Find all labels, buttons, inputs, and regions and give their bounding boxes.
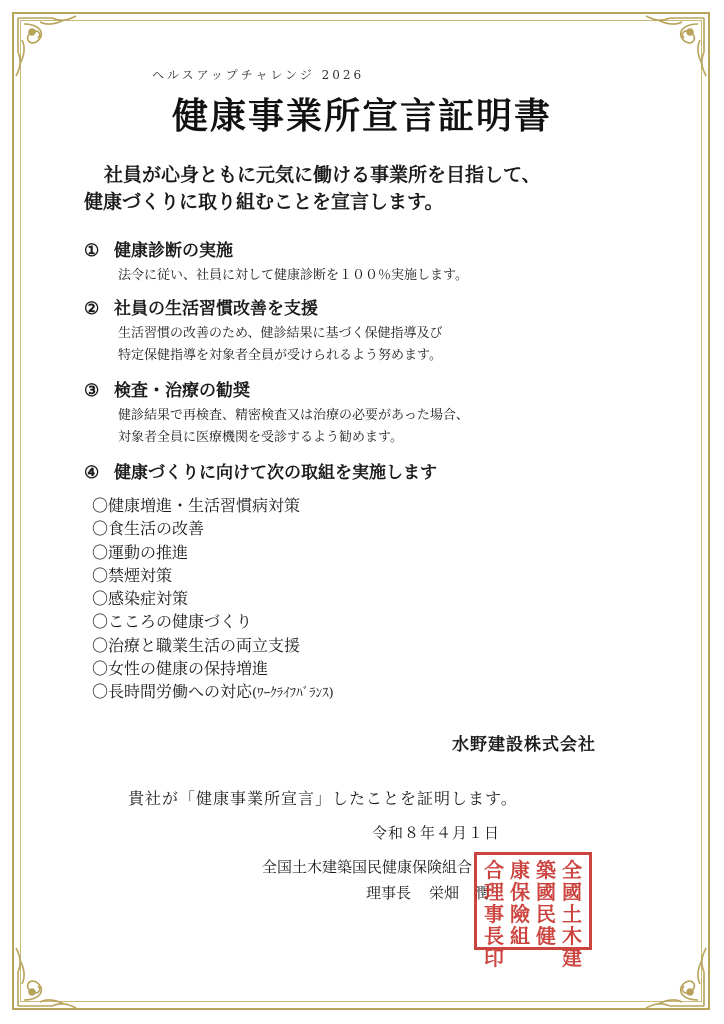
declaration-item-2 xyxy=(84,294,442,367)
action-list xyxy=(92,494,334,706)
item-number: ③ xyxy=(84,381,100,401)
issuer-name: 栄畑 潤 xyxy=(429,884,490,902)
action-item: 〇感染症対策 xyxy=(92,589,189,609)
corner-ornament-icon xyxy=(12,934,90,1012)
issuer-role: 理事長 xyxy=(366,884,412,902)
corner-ornament-icon xyxy=(632,934,710,1012)
declaration-intro xyxy=(84,162,541,216)
item-number: ① xyxy=(84,241,100,261)
item-number: ② xyxy=(84,299,100,319)
item-title: 健康づくりに向けて次の取組を実施します xyxy=(114,463,437,483)
item-description: 生活習慣の改善のため、健診結果に基づく保健指導及び xyxy=(118,326,443,341)
certification-statement: 貴社が「健康事業所宣言」したことを証明します。 xyxy=(128,789,518,808)
action-item: 〇こころの健康づくり xyxy=(92,612,253,632)
item-description: 特定保健指導を対象者全員が受けられるよう努めます。 xyxy=(118,348,442,363)
issue-date: 令和８年４月１日 xyxy=(372,824,501,842)
action-item: 〇食生活の改善 xyxy=(92,519,205,539)
intro-line: 健康づくりに取り組むことを宣言します。 xyxy=(84,191,444,213)
action-item-text: 〇長時間労働への対応 xyxy=(92,682,253,702)
corner-ornament-icon xyxy=(632,12,710,90)
action-item: 〇女性の健康の保持増進 xyxy=(92,659,269,679)
challenge-subtitle: ヘルスアップチャレンジ 2026 xyxy=(152,68,365,82)
corner-ornament-icon xyxy=(12,12,90,90)
action-item: 〇健康増進・生活習慣病対策 xyxy=(92,496,301,515)
declaration-item-1 xyxy=(84,236,468,287)
item-title: 社員の生活習慣改善を支援 xyxy=(114,299,318,319)
declaration-item-3 xyxy=(84,376,469,449)
official-seal-stamp xyxy=(474,852,592,970)
issuer-organization: 全国土木建築国民健康保険組合 xyxy=(262,858,473,876)
declaration-item-4 xyxy=(84,458,437,483)
intro-line: 社員が心身ともに元気に働ける事業所を目指して、 xyxy=(104,164,541,186)
action-item: 〇運動の推進 xyxy=(92,542,189,562)
item-description: 健診結果で再検査、精密検査又は治療の必要があった場合、 xyxy=(118,408,469,423)
seal-text-column: 全國土木建 xyxy=(562,858,582,970)
seal-text-column: 合理事長印 xyxy=(484,858,504,970)
seal-text-column: 康保險組 xyxy=(510,858,530,948)
company-name: 水野建設株式会社 xyxy=(452,735,596,755)
item-title: 健康診断の実施 xyxy=(114,241,233,261)
action-item: 〇治療と職業生活の両立支援 xyxy=(92,635,301,655)
item-number: ④ xyxy=(84,463,100,483)
action-item xyxy=(92,680,334,705)
seal-text-column: 築國民健 xyxy=(536,858,556,948)
action-item: 〇禁煙対策 xyxy=(92,565,173,585)
item-description: 法令に従い、社員に対して健康診断を１００％実施します。 xyxy=(118,268,468,283)
action-item-suffix: (ﾜｰｸﾗｲﾌﾊﾞﾗﾝｽ) xyxy=(252,686,334,702)
certificate-title: 健康事業所宣言証明書 xyxy=(171,95,552,137)
item-description: 対象者全員に医療機関を受診するよう勧めます。 xyxy=(118,430,403,445)
item-title: 検査・治療の勧奨 xyxy=(114,381,250,401)
